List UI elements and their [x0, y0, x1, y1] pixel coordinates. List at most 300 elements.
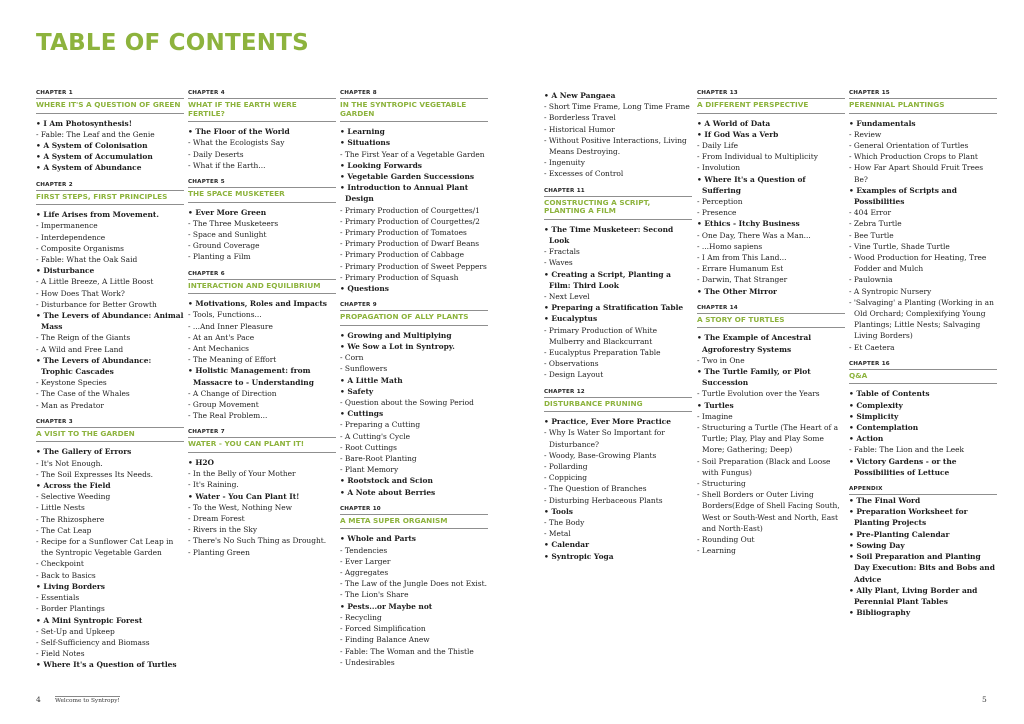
toc-entry-text: Primary Production of Courgettes/2	[344, 216, 480, 226]
chapter-number: CHAPTER 16	[849, 361, 997, 370]
toc-entry-text: Eucalyptus Preparation Table	[548, 348, 661, 358]
toc-heading-entry	[340, 533, 488, 544]
toc-entry-list	[544, 90, 692, 180]
toc-entry-list	[188, 207, 336, 263]
toc-subentry	[849, 274, 997, 285]
toc-subentry	[340, 612, 488, 623]
toc-entry-text: It's Raining.	[192, 480, 239, 490]
toc-subentry	[340, 464, 488, 475]
toc-entry-text: If God Was a Verb	[704, 129, 779, 139]
toc-subentry	[36, 377, 184, 388]
chapter-title: WHERE IT'S A QUESTION OF GREEN	[36, 101, 184, 114]
toc-subentry	[544, 257, 692, 268]
toc-subentry	[188, 251, 336, 262]
toc-entry-text: Wood Production for Heating, Tree Fodder and Mulch	[853, 253, 987, 274]
toc-entry-text: Undesirables	[344, 657, 395, 667]
toc-subentry	[697, 274, 845, 285]
toc-entry-text: A Note about Berries	[347, 487, 436, 497]
toc-heading-entry	[36, 581, 184, 592]
toc-heading-entry	[340, 330, 488, 341]
toc-entry-text: A Mini Syntropic Forest	[43, 615, 143, 625]
toc-entry-text: Disturbance for Better Growth	[40, 299, 157, 309]
dash-icon: -	[544, 518, 549, 528]
toc-entry-text: Fable: The Leaf and the Genie	[40, 129, 155, 139]
chapter-title: A META SUPER ORGANISM	[340, 517, 488, 530]
chapter-number: CHAPTER 1	[36, 90, 184, 99]
toc-entry-text: Space and Sunlight	[192, 230, 267, 239]
toc-entry-text: We Sow a Lot in Syntropy.	[347, 342, 455, 352]
toc-entry-text: Primary Production of Sweet Peppers	[344, 261, 487, 271]
bullet-icon: •	[697, 219, 705, 229]
toc-subentry	[188, 240, 336, 251]
dash-icon: -	[36, 400, 41, 410]
toc-subentry	[36, 570, 184, 581]
toc-entry-list	[188, 298, 336, 421]
toc-entry-text: The Cat Leap	[40, 525, 92, 535]
toc-entry-text: A Wild and Free Land	[40, 344, 124, 354]
toc-entry-text: Recipe for a Sunflower Cat Leap in the Syntropic Vegetable Garden	[40, 537, 174, 558]
chapter-section	[849, 361, 997, 478]
bullet-icon: •	[544, 551, 552, 561]
dash-icon: -	[36, 389, 41, 399]
toc-entry-text: I Am from This Land...	[701, 253, 787, 263]
chapter-number: CHAPTER 9	[340, 302, 488, 311]
toc-subentry	[544, 246, 692, 257]
dash-icon: -	[188, 344, 193, 354]
toc-subentry	[849, 241, 997, 252]
toc-heading-entry	[36, 659, 184, 670]
chapter-title: DISTURBANCE PRUNING	[544, 400, 692, 413]
toc-subentry	[697, 140, 845, 151]
bullet-icon: •	[340, 160, 348, 170]
dash-icon: -	[340, 216, 345, 226]
dash-icon: -	[188, 355, 193, 365]
bullet-icon: •	[340, 601, 348, 611]
toc-entry-text: Two in One	[701, 355, 745, 365]
toc-heading-entry	[188, 491, 336, 502]
toc-subentry	[340, 556, 488, 567]
toc-entry-text: Learning	[347, 127, 385, 137]
toc-entry-text: Victory Gardens - or the Possibilities of Lettuce	[854, 456, 957, 477]
dash-icon: -	[36, 537, 41, 547]
bullet-icon: •	[340, 330, 348, 340]
toc-entry-text: The First Year of a Vegetable Garden	[344, 149, 485, 159]
toc-entry-text: The Time Musketeer: Second Look	[549, 224, 674, 246]
toc-subentry	[697, 489, 845, 534]
toc-heading-entry	[849, 411, 997, 422]
toc-subentry	[340, 363, 488, 374]
toc-subentry	[697, 534, 845, 545]
toc-subentry	[340, 431, 488, 442]
dash-icon: -	[188, 149, 193, 159]
toc-subentry	[36, 502, 184, 513]
toc-heading-entry	[188, 457, 336, 468]
toc-subentry	[340, 249, 488, 260]
toc-entry-text: Disturbance	[43, 266, 95, 276]
toc-subentry	[544, 517, 692, 528]
chapter-number: CHAPTER 11	[544, 188, 692, 197]
toc-heading-entry	[36, 151, 184, 162]
toc-heading-entry	[849, 529, 997, 540]
toc-subentry	[340, 149, 488, 160]
toc-subentry	[36, 491, 184, 502]
dash-icon: -	[544, 247, 549, 257]
toc-entry-text: Group Movement	[192, 400, 259, 410]
toc-entry-text: Life Arises from Movement.	[43, 210, 159, 220]
toc-entry-text: Fundamentals	[856, 118, 916, 128]
bullet-icon: •	[188, 491, 196, 501]
dash-icon: -	[697, 241, 702, 251]
toc-entry-text: Tendencies	[344, 545, 388, 555]
toc-entry-text: Impermanence	[40, 221, 98, 231]
toc-entry-text: Border Plantings	[40, 604, 105, 614]
toc-heading-entry	[697, 332, 845, 354]
toc-entry-text: The Law of the Jungle Does not Exist.	[344, 579, 487, 589]
bullet-icon: •	[36, 447, 44, 457]
toc-heading-entry	[340, 160, 488, 171]
toc-heading-entry	[340, 375, 488, 386]
toc-entry-text: Interdependence	[40, 232, 106, 242]
running-title: Welcome to Syntropy!	[55, 698, 120, 704]
dash-icon: -	[697, 355, 702, 365]
toc-entry-text: The Levers of Abundance: Animal Mass	[41, 311, 184, 332]
toc-subentry	[188, 410, 336, 421]
toc-entry-text: Pre-Planting Calendar	[856, 529, 950, 539]
toc-entry-text: Et Caetera	[853, 342, 895, 352]
dash-icon: -	[340, 646, 345, 656]
toc-entry-text: A Change of Direction	[192, 388, 277, 398]
toc-entry-text: Disturbing Herbaceous Plants	[548, 495, 663, 505]
dash-icon: -	[36, 559, 41, 569]
toc-entry-text: Turtles	[704, 400, 734, 410]
toc-heading-entry	[340, 137, 488, 148]
toc-entry-text: Plant Memory	[344, 465, 399, 475]
toc-entry-text: The Final Word	[856, 496, 921, 506]
dash-icon: -	[849, 253, 854, 263]
toc-subentry	[697, 151, 845, 162]
toc-subentry	[697, 411, 845, 422]
dash-icon: -	[36, 232, 41, 242]
toc-entry-text: Rounding Out	[701, 535, 755, 545]
toc-entry-text: Preparation Worksheet for Planting Projects	[854, 507, 968, 528]
toc-heading-entry	[544, 506, 692, 517]
toc-entry-text: Ever Larger	[344, 556, 391, 566]
toc-heading-entry	[188, 365, 336, 387]
toc-subentry	[697, 196, 845, 207]
dash-icon: -	[188, 310, 193, 320]
toc-subentry	[544, 101, 692, 112]
bullet-icon: •	[36, 210, 44, 220]
chapter-section	[36, 182, 184, 411]
chapter-section	[188, 179, 336, 263]
toc-heading-entry	[544, 90, 692, 101]
bullet-icon: •	[188, 299, 196, 309]
toc-heading-entry	[36, 140, 184, 151]
toc-entry-list	[36, 118, 184, 174]
toc-entry-list	[36, 446, 184, 670]
toc-entry-text: Rivers in the Sky	[192, 525, 258, 535]
dash-icon: -	[36, 492, 41, 502]
toc-entry-text: Primary Production of Cabbage	[344, 250, 465, 260]
dash-icon: -	[849, 152, 854, 162]
toc-entry-text: Waves	[548, 258, 573, 268]
toc-entry-list	[188, 457, 336, 558]
toc-entry-text: Learning	[701, 546, 736, 556]
toc-entry-text: Water - You Can Plant It!	[195, 491, 300, 501]
toc-subentry	[36, 243, 184, 254]
toc-entry-text: Bee Turtle	[853, 230, 894, 240]
bullet-icon: •	[697, 129, 705, 139]
toc-entry-text: Preparing a Stratification Table	[551, 303, 684, 313]
page-title: TABLE OF CONTENTS	[36, 30, 309, 56]
toc-subentry	[697, 388, 845, 399]
dash-icon: -	[188, 536, 193, 546]
dash-icon: -	[188, 252, 193, 262]
toc-subentry	[188, 218, 336, 229]
toc-subentry	[36, 299, 184, 310]
chapter-section	[340, 302, 488, 498]
dash-icon: -	[849, 129, 854, 139]
dash-icon: -	[36, 570, 41, 580]
toc-subentry	[544, 427, 692, 449]
dash-icon: -	[697, 535, 702, 545]
toc-entry-text: Ethics - Itchy Business	[704, 219, 800, 229]
dash-icon: -	[188, 241, 193, 251]
toc-heading-entry	[849, 185, 997, 207]
toc-entry-text: Review	[853, 129, 882, 139]
toc-subentry	[849, 252, 997, 274]
toc-subentry	[188, 547, 336, 558]
toc-entry-text: Imagine	[701, 411, 733, 421]
toc-heading-entry	[849, 506, 997, 528]
toc-entry-text: Syntropic Yoga	[551, 551, 614, 561]
toc-entry-text: ...Homo sapiens	[701, 241, 763, 251]
toc-subentry	[36, 592, 184, 603]
toc-entry-text: Soil Preparation and Planting Day Execution: Bits and Bobs and Advice	[854, 552, 995, 584]
dash-icon: -	[188, 332, 193, 342]
dash-icon: -	[697, 208, 702, 218]
toc-entry-text: Table of Contents	[856, 389, 930, 399]
toc-heading-entry	[697, 129, 845, 140]
toc-entry-text: Dream Forest	[192, 514, 245, 524]
bullet-icon: •	[36, 481, 44, 491]
chapter-number: CHAPTER 2	[36, 182, 184, 191]
chapter-number: CHAPTER 7	[188, 429, 336, 438]
dash-icon: -	[188, 388, 193, 398]
bullet-icon: •	[340, 127, 348, 137]
dash-icon: -	[697, 163, 702, 173]
toc-subentry	[340, 216, 488, 227]
toc-entry-text: Essentials	[40, 593, 80, 603]
toc-subentry	[544, 450, 692, 461]
toc-entry-text: Growing and Multiplying	[347, 330, 452, 340]
toc-heading-entry	[340, 487, 488, 498]
toc-entry-text: Cuttings	[347, 409, 384, 419]
dash-icon: -	[849, 445, 854, 455]
dash-icon: -	[188, 411, 193, 421]
toc-entry-text: Errare Humanum Est	[701, 264, 784, 274]
bullet-icon: •	[544, 540, 552, 550]
bullet-icon: •	[849, 185, 857, 195]
left-page-number: 4	[36, 695, 41, 704]
toc-heading-entry	[849, 495, 997, 506]
toc-entry-text: A System of Accumulation	[43, 152, 153, 162]
toc-entry-text: Metal	[548, 529, 571, 539]
toc-entry-list	[697, 332, 845, 556]
toc-subentry	[544, 291, 692, 302]
chapter-number: CHAPTER 5	[188, 179, 336, 188]
bullet-icon: •	[697, 367, 705, 377]
bullet-icon: •	[697, 118, 705, 128]
bullet-icon: •	[544, 506, 552, 516]
bullet-icon: •	[849, 389, 857, 399]
toc-entry-text: Coppicing	[548, 473, 588, 483]
toc-entry-text: Questions	[347, 284, 389, 294]
toc-entry-text: Composite Organisms	[40, 243, 125, 253]
dash-icon: -	[36, 378, 41, 388]
toc-entry-list	[544, 224, 692, 381]
bullet-icon: •	[36, 163, 44, 173]
dash-icon: -	[544, 325, 549, 335]
toc-subentry	[544, 135, 692, 157]
chapter-number: CHAPTER 12	[544, 389, 692, 398]
toc-entry-text: A System of Colonisation	[43, 141, 148, 150]
toc-entry-text: Fable: What the Oak Said	[40, 255, 138, 265]
toc-entry-text: Calendar	[551, 540, 589, 550]
toc-heading-entry	[697, 174, 845, 196]
toc-entry-text: Ant Mechanics	[192, 344, 249, 354]
chapter-title: FIRST STEPS, FIRST PRINCIPLES	[36, 193, 184, 206]
toc-subentry	[36, 626, 184, 637]
toc-column-6	[849, 90, 997, 626]
toc-subentry	[36, 525, 184, 536]
toc-heading-entry	[544, 224, 692, 246]
toc-subentry	[36, 388, 184, 399]
toc-entry-text: Without Positive Interactions, Living Means Destroying.	[548, 135, 687, 157]
toc-entry-text: Darwin, That Stranger	[701, 275, 788, 285]
toc-entry-list	[36, 209, 184, 411]
toc-subentry	[544, 461, 692, 472]
chapter-section	[544, 188, 692, 381]
toc-subentry	[188, 309, 336, 320]
toc-entry-text: Ever More Green	[195, 207, 267, 217]
dash-icon: -	[849, 275, 854, 285]
bullet-icon: •	[36, 355, 44, 365]
dash-icon: -	[340, 442, 345, 452]
toc-entry-text: Involution	[701, 163, 741, 173]
dash-icon: -	[544, 529, 549, 539]
toc-subentry	[188, 160, 336, 171]
dash-icon: -	[188, 160, 193, 170]
bullet-icon: •	[340, 487, 348, 497]
toc-heading-entry	[849, 118, 997, 129]
toc-subentry	[697, 252, 845, 263]
toc-entry-text: To the West, Nothing New	[192, 502, 292, 512]
chapter-number: CHAPTER 15	[849, 90, 997, 99]
toc-entry-text: A World of Data	[704, 118, 771, 128]
toc-subentry	[340, 261, 488, 272]
dash-icon: -	[544, 124, 549, 134]
toc-entry-text: From Individual to Multiplicity	[701, 152, 818, 162]
dash-icon: -	[36, 458, 41, 468]
toc-entry-list	[544, 416, 692, 562]
chapter-section	[36, 419, 184, 671]
dash-icon: -	[544, 135, 549, 145]
chapter-number: CHAPTER 14	[697, 305, 845, 314]
toc-entry-text: The Real Problem...	[192, 411, 268, 421]
toc-subentry	[340, 419, 488, 430]
toc-entry-text: It's Not Enough.	[40, 458, 103, 468]
toc-entry-text: Zebra Turtle	[853, 219, 902, 229]
toc-heading-entry	[340, 182, 488, 204]
toc-entry-text: Ally Plant, Living Border and Perennial Plant Tables	[854, 585, 978, 606]
toc-entry-text: Observations	[548, 359, 599, 369]
dash-icon: -	[697, 411, 702, 421]
toc-entry-text: A Syntropic Nursery	[853, 286, 932, 296]
chapter-title: A DIFFERENT PERSPECTIVE	[697, 101, 845, 114]
bullet-icon: •	[36, 660, 44, 670]
toc-entry-text: Recycling	[344, 612, 382, 622]
toc-heading-entry	[36, 355, 184, 377]
toc-entry-text: Motivations, Roles and Impacts	[195, 299, 327, 309]
toc-entry-text: Eucalyptus	[551, 314, 598, 324]
dash-icon: -	[544, 348, 549, 358]
toc-subentry	[340, 623, 488, 634]
toc-entry-text: The Other Mirror	[704, 286, 777, 296]
bullet-icon: •	[849, 496, 857, 506]
toc-entry-text: Borderless Travel	[548, 113, 616, 123]
dash-icon: -	[697, 275, 702, 285]
toc-heading-entry	[36, 480, 184, 491]
chapter-title: A STORY OF TURTLES	[697, 316, 845, 329]
chapter-section	[188, 90, 336, 171]
chapter-section	[340, 506, 488, 668]
toc-subentry	[188, 332, 336, 343]
dash-icon: -	[697, 546, 702, 556]
toc-subentry	[697, 456, 845, 478]
toc-heading-entry	[36, 265, 184, 276]
toc-heading-entry	[544, 551, 692, 562]
toc-subentry	[188, 354, 336, 365]
chapter-section	[849, 90, 997, 353]
toc-entry-text: Planting Green	[192, 547, 250, 557]
toc-subentry	[340, 578, 488, 589]
toc-entry-text: Paulownia	[853, 275, 893, 285]
toc-entry-text: Introduction to Annual Plant Design	[345, 183, 469, 204]
toc-subentry	[544, 472, 692, 483]
toc-entry-text: How Does That Work?	[40, 288, 125, 298]
dash-icon: -	[188, 547, 193, 557]
dash-icon: -	[544, 484, 549, 494]
bullet-icon: •	[849, 456, 857, 466]
bullet-icon: •	[544, 417, 552, 427]
bullet-icon: •	[36, 581, 44, 591]
toc-heading-entry	[36, 310, 184, 332]
toc-subentry	[849, 207, 997, 218]
toc-subentry	[36, 288, 184, 299]
toc-entry-text: What if the Earth...	[192, 160, 266, 170]
dash-icon: -	[849, 208, 854, 218]
toc-entry-text: Primary Production of Dwarf Beans	[344, 239, 480, 249]
toc-entry-text: The Example of Ancestral Agroforestry Systems	[702, 333, 812, 354]
bullet-icon: •	[188, 127, 196, 137]
toc-subentry	[544, 528, 692, 539]
toc-heading-entry	[849, 433, 997, 444]
toc-subentry	[36, 232, 184, 243]
dash-icon: -	[340, 261, 345, 271]
toc-entry-list	[340, 533, 488, 667]
toc-entry-text: Short Time Frame, Long Time Frame	[548, 102, 690, 112]
